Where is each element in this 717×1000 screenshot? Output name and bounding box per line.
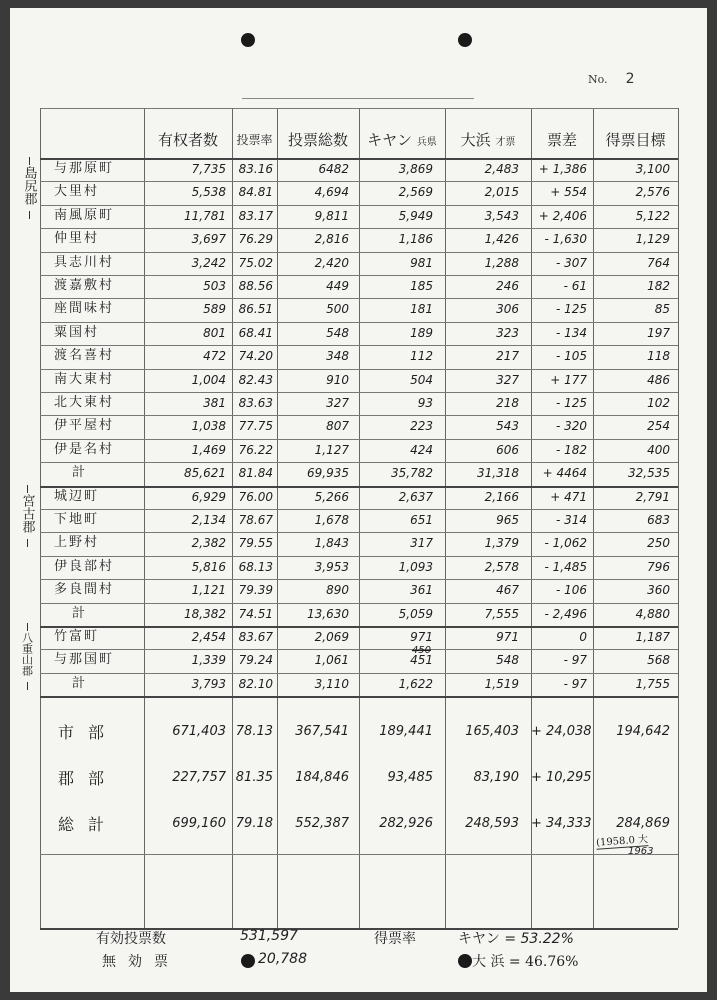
header-total-votes: 投票総数 [287, 131, 348, 149]
cell-value: 218 [496, 396, 519, 410]
cell-value: 1,129 [635, 232, 670, 247]
cell-value: 348 [326, 349, 349, 364]
section-label-shimajiri: 島尻郡 [20, 156, 38, 220]
cell-value: - 106 [555, 583, 587, 598]
summary-value: 248,593 [465, 816, 519, 832]
binder-hole [241, 33, 255, 47]
cell-value: 2,420 [314, 255, 349, 270]
cell-value: 2,816 [314, 232, 349, 247]
header-difference: 票差 [546, 131, 577, 149]
cell-value: 2,166 [484, 489, 519, 504]
cell-value: 83.16 [238, 162, 273, 176]
cell-value: 32,535 [628, 466, 670, 481]
cell-value: 181 [410, 302, 433, 317]
cell-value: 327 [326, 396, 349, 410]
cell-value: 18,382 [184, 606, 226, 621]
column-rule [678, 108, 679, 928]
row-name: 大里村 [54, 184, 100, 200]
cell-value: - 307 [555, 255, 587, 270]
vote-share-label: 得票率 [374, 931, 416, 947]
summary-value: 83,190 [473, 770, 519, 786]
cell-value: 683 [647, 513, 670, 527]
cell-value: - 1,062 [544, 536, 587, 551]
cell-value: 1,288 [484, 255, 519, 270]
cell-value: - 105 [555, 349, 587, 364]
ledger-sheet [10, 8, 707, 992]
cell-value: 381 [203, 396, 226, 410]
cell-value: 910 [326, 372, 349, 387]
cell-value: 2,637 [398, 489, 433, 504]
cell-value: 981 [410, 255, 433, 270]
cell-value: 7,555 [484, 606, 519, 621]
cell-value: 74.51 [238, 606, 273, 621]
cell-value: 2,578 [484, 559, 519, 574]
cell-value: 2,454 [191, 630, 226, 644]
summary-value: 93,485 [387, 770, 433, 786]
summary-value [593, 766, 670, 790]
cell-value: 2,382 [191, 536, 226, 551]
valid-votes-label: 有効投票数 [96, 931, 166, 947]
cell-value: 1,622 [398, 676, 433, 691]
cell-value: 185 [410, 279, 433, 293]
cell-value: 5,059 [398, 606, 433, 621]
target-note-year: 1963 [628, 846, 654, 857]
cell-value: 77.75 [238, 419, 273, 434]
header-rule [40, 108, 678, 109]
row-name: 具志川村 [54, 254, 115, 270]
valid-votes-value: 531,597 [240, 928, 298, 944]
cell-value: 1,093 [398, 559, 433, 574]
header-ohama: 大浜 才票 [460, 131, 516, 149]
header-turnout: 投票率 [236, 133, 273, 147]
cell-value: 1,186 [398, 232, 433, 247]
summary-name: 郡部 [58, 769, 119, 789]
header-target: 得票目標 [605, 131, 666, 149]
cell-value: 589 [203, 302, 226, 317]
cell-value: 82.10 [238, 676, 273, 691]
cell-value: 3,953 [314, 559, 349, 574]
cell-value: 2,569 [398, 185, 433, 200]
cell-value: 1,038 [191, 419, 226, 434]
cell-value: + 4464 [542, 466, 587, 481]
cell-value: 5,538 [191, 185, 226, 200]
cell-value: + 471 [550, 489, 587, 504]
cell-value: 6,929 [191, 489, 226, 504]
row-name: 南大東村 [54, 371, 115, 387]
cell-value: 1,519 [484, 676, 519, 691]
cell-value: 85,621 [184, 466, 226, 481]
summary-value: 165,403 [465, 724, 519, 740]
section-rule [40, 696, 678, 698]
summary-value: + 24,038 [531, 724, 592, 740]
cell-value: 5,122 [635, 208, 670, 223]
cell-value: 651 [410, 513, 433, 527]
summary-value: 282,926 [379, 816, 433, 832]
summary-name: 総計 [58, 815, 119, 835]
cell-value: 76.22 [238, 442, 273, 457]
summary-value: + 34,333 [531, 816, 592, 832]
cell-value: 4,694 [314, 185, 349, 200]
cell-value: 3,697 [191, 232, 226, 247]
cell-value: 971 [410, 630, 433, 644]
cell-value: - 314 [555, 513, 587, 527]
summary-value: 227,757 [172, 770, 226, 786]
cell-value: 86.51 [238, 302, 273, 317]
cell-value: 5,949 [398, 208, 433, 223]
cell-value: 217 [496, 349, 519, 364]
cell-value: 400 [647, 442, 670, 457]
summary-value: 671,403 [172, 724, 226, 740]
row-name: 下地町 [54, 512, 100, 527]
cell-value: 250 [647, 536, 670, 551]
cell-value: 93 [417, 396, 433, 410]
cell-value: - 97 [563, 676, 587, 691]
cell-value: 78.67 [238, 513, 273, 527]
cell-value: + 554 [550, 185, 587, 200]
cell-value: - 1,485 [544, 559, 587, 574]
row-name: 竹富町 [54, 629, 100, 644]
summary-value: 194,642 [616, 724, 670, 740]
cell-value: 74.20 [238, 349, 273, 364]
cell-value: 1,187 [635, 630, 670, 644]
binder-hole [241, 954, 255, 968]
cell-value: 4,880 [635, 606, 670, 621]
cell-value: 1,061 [314, 653, 349, 668]
top-rule [242, 98, 474, 99]
summary-value: 78.13 [235, 724, 273, 740]
cell-value: 79.24 [238, 653, 273, 668]
cell-value: 5,816 [191, 559, 226, 574]
cell-value: 323 [496, 325, 519, 340]
cell-value: 79.55 [238, 536, 273, 551]
cell-value: 890 [326, 583, 349, 598]
summary-value: 189,441 [379, 724, 433, 740]
cell-value: 500 [326, 302, 349, 317]
row-name: 伊是名村 [54, 441, 115, 457]
header-voters: 有权者数 [157, 131, 218, 149]
summary-value: 81.35 [235, 770, 273, 786]
cell-value: 84.81 [238, 185, 273, 200]
cell-value: 360 [647, 583, 670, 598]
cell-value: 467 [496, 583, 519, 598]
cell-value: - 2,496 [544, 606, 587, 621]
row-name: 計 [72, 605, 88, 621]
cell-value: 85 [654, 302, 670, 317]
cell-value: 3,110 [314, 676, 349, 691]
cell-value: 82.43 [238, 372, 273, 387]
cell-value: 3,242 [191, 255, 226, 270]
cell-value: 3,543 [484, 208, 519, 223]
cell-value: 68.41 [238, 325, 273, 340]
summary-value: 699,160 [172, 816, 226, 832]
cell-value: 807 [326, 419, 349, 434]
summary-value: 552,387 [295, 816, 349, 832]
summary-value: 284,869 [616, 816, 670, 832]
cell-value: 1,121 [191, 583, 226, 598]
cell-value: 31,318 [477, 466, 519, 481]
cell-value: 7,735 [191, 162, 226, 176]
binder-hole [458, 954, 472, 968]
cell-value: - 320 [555, 419, 587, 434]
target-note: (1958.0 大 [596, 830, 649, 850]
summary-value: + 10,295 [531, 770, 592, 786]
cell-value: 965 [496, 513, 519, 527]
cell-value: 548 [496, 653, 519, 668]
cell-value: 801 [203, 325, 226, 340]
row-name: 渡嘉敷村 [54, 278, 115, 293]
row-name: 伊平屋村 [54, 418, 115, 434]
invalid-votes-label: 無効票 [102, 954, 180, 970]
cell-value: - 125 [555, 396, 587, 410]
cell-value: 189 [410, 325, 433, 340]
page-number: No. 2 [588, 71, 635, 87]
summary-value: 367,541 [295, 724, 349, 740]
cell-value: - 134 [555, 325, 587, 340]
cell-value: 1,843 [314, 536, 349, 551]
cell-value: 102 [647, 396, 670, 410]
row-name: 粟国村 [54, 324, 100, 340]
cell-value: 1,339 [191, 653, 226, 668]
cell-value: 68.13 [238, 559, 273, 574]
cell-value: 69,935 [307, 466, 349, 481]
cell-value: 83.67 [238, 630, 273, 644]
cell-value: 327 [496, 372, 519, 387]
cell-value: 254 [647, 419, 670, 434]
cell-value: 0 [579, 630, 587, 644]
cell-value: 1,678 [314, 513, 349, 527]
cell-value: - 125 [555, 302, 587, 317]
cell-value: 971 [496, 630, 519, 644]
cell-value: 75.02 [238, 255, 273, 270]
cell-value: 317 [410, 536, 433, 551]
row-name: 伊良部村 [54, 558, 115, 574]
cell-value: 424 [410, 442, 433, 457]
cell-value: 449 [326, 279, 349, 293]
row-name: 上野村 [54, 535, 100, 551]
row-name: 計 [72, 465, 88, 481]
ohama-share: 大 浜 = 46.76% [472, 954, 579, 970]
cell-value: 88.56 [238, 279, 273, 293]
section-label-miyako: 宮古郡 [18, 484, 36, 548]
cell-value: 118 [647, 349, 670, 364]
cell-value: 472 [203, 349, 226, 364]
cell-value: 83.17 [238, 208, 273, 223]
cell-value: 2,483 [484, 162, 519, 176]
cell-value: 2,069 [314, 630, 349, 644]
cell-value: 451 [410, 653, 433, 668]
row-name: 計 [72, 675, 88, 691]
row-name: 仲里村 [54, 231, 100, 247]
cell-value: 81.84 [238, 466, 273, 481]
cell-value: + 177 [550, 372, 587, 387]
cell-value: 13,630 [307, 606, 349, 621]
cell-value: 503 [203, 279, 226, 293]
cell-value: 2,791 [635, 489, 670, 504]
cell-value: 35,782 [391, 466, 433, 481]
cell-value: 361 [410, 583, 433, 598]
cell-value: 1,127 [314, 442, 349, 457]
struck-value: 450 [411, 645, 431, 657]
cell-value: - 182 [555, 442, 587, 457]
cell-value: 6482 [318, 162, 349, 176]
cell-value: 796 [647, 559, 670, 574]
row-name: 多良間村 [54, 582, 115, 598]
binder-hole [458, 33, 472, 47]
cell-value: 83.63 [238, 396, 273, 410]
row-name: 座間味村 [54, 301, 115, 317]
cell-value: 246 [496, 279, 519, 293]
cell-value: 3,793 [191, 676, 226, 691]
header-kiyan: キヤン 兵県 [367, 131, 437, 149]
row-name: 城辺町 [54, 488, 100, 504]
invalid-votes-value: 20,788 [258, 951, 307, 967]
summary-name: 市部 [58, 723, 119, 743]
cell-value: 79.39 [238, 583, 273, 598]
row-name: 与那国町 [54, 652, 115, 668]
row-name: 与那原町 [54, 161, 115, 176]
cell-value: 3,100 [635, 162, 670, 176]
summary-rule [40, 854, 678, 855]
cell-value: 2,134 [191, 513, 226, 527]
cell-value: 2,015 [484, 185, 519, 200]
cell-value: 3,869 [398, 162, 433, 176]
cell-value: 197 [647, 325, 670, 340]
cell-value: 1,469 [191, 442, 226, 457]
cell-value: + 1,386 [538, 162, 587, 176]
cell-value: 1,379 [484, 536, 519, 551]
kiyan-share: キヤン = 53.22% [458, 931, 574, 947]
cell-value: 5,266 [314, 489, 349, 504]
cell-value: 1,004 [191, 372, 226, 387]
cell-value: 1,755 [635, 676, 670, 691]
cell-value: 1,426 [484, 232, 519, 247]
cell-value: - 97 [563, 653, 587, 668]
cell-value: - 1,630 [544, 232, 587, 247]
cell-value: 606 [496, 442, 519, 457]
cell-value: 486 [647, 372, 670, 387]
cell-value: 76.00 [238, 489, 273, 504]
cell-value: 76.29 [238, 232, 273, 247]
cell-value: 764 [647, 255, 670, 270]
cell-value: 9,811 [314, 208, 349, 223]
section-label-yaeyama: 八重山郡 [18, 622, 36, 691]
column-rule [40, 108, 41, 928]
row-name: 南風原町 [54, 207, 115, 223]
row-name: 渡名喜村 [54, 348, 115, 364]
cell-value: 223 [410, 419, 433, 434]
summary-value: 79.18 [235, 816, 273, 832]
cell-value: + 2,406 [538, 208, 587, 223]
row-name: 北大東村 [54, 395, 115, 410]
summary-value: 184,846 [295, 770, 349, 786]
cell-value: 568 [647, 653, 670, 668]
cell-value: 504 [410, 372, 433, 387]
cell-value: - 61 [563, 279, 587, 293]
cell-value: 548 [326, 325, 349, 340]
cell-value: 543 [496, 419, 519, 434]
cell-value: 112 [410, 349, 433, 364]
cell-value: 2,576 [635, 185, 670, 200]
cell-value: 306 [496, 302, 519, 317]
cell-value: 11,781 [184, 208, 226, 223]
cell-value: 182 [647, 279, 670, 293]
